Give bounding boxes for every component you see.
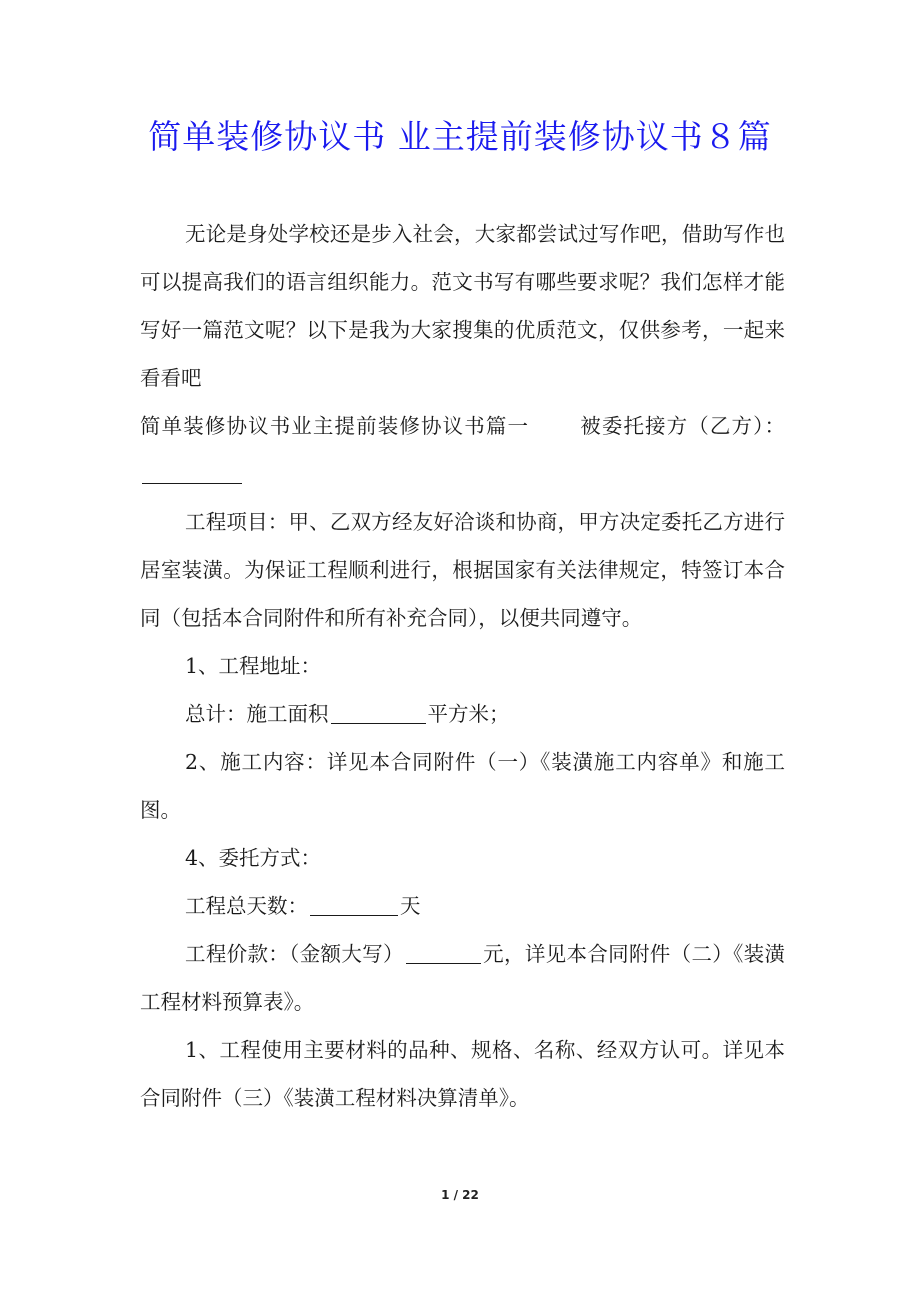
total-suffix: 平方米； <box>427 702 510 726</box>
price-paragraph <box>140 930 785 1026</box>
price-prefix: 工程价款：（金额大写） <box>185 942 404 966</box>
section-paragraph <box>140 402 785 498</box>
document-title: 简单装修协议书 业主提前装修协议书８篇 <box>148 117 772 156</box>
item-4-method: 4、委托方式： <box>185 846 322 870</box>
party-b-label: 被委托接方（乙方）： <box>579 414 786 438</box>
materials-paragraph: 1、工程使用主要材料的品种、规格、名称、经双方认可。详见本合同附件（三）《装潢工程材料决算清单》。 <box>140 1038 785 1110</box>
party-b-blank <box>142 462 242 485</box>
item-1-address: 1、工程地址： <box>185 654 322 678</box>
page-number: 1 / 22 <box>441 1188 479 1202</box>
project-item-paragraph: 工程项目：甲、乙双方经友好洽谈和协商，甲方决定委托乙方进行居室装潢。为保证工程顺利进行，根据国家有关法律规定，特签订本合同（包括本合同附件和所有补充合同），以便共同遵守。 <box>140 510 785 630</box>
area-blank <box>331 702 426 725</box>
intro-paragraph: 无论是身处学校还是步入社会，大家都尝试过写作吧，借助写作也可以提高我们的语言组织能力。范文书写有哪些要求呢？我们怎样才能写好一篇范文呢？以下是我为大家搜集的优质范文，仅供参考，一起来看看吧 <box>140 222 785 390</box>
price-suffix: 元，详见本合同附件（二）《装潢工程材料预算表》。 <box>140 942 786 1014</box>
section-heading: 简单装修协议书业主提前装修协议书篇一 <box>140 414 530 438</box>
document-body <box>140 210 785 1122</box>
days-suffix: 天 <box>400 894 421 918</box>
item-2-content: 2、施工内容：详见本合同附件（一）《装潢施工内容单》和施工图。 <box>140 750 785 822</box>
days-prefix: 工程总天数： <box>185 894 308 918</box>
total-area-paragraph <box>140 690 785 738</box>
price-blank <box>406 942 481 965</box>
days-blank <box>310 894 398 917</box>
total-prefix: 总计：施工面积 <box>185 702 329 726</box>
days-paragraph <box>140 882 785 930</box>
